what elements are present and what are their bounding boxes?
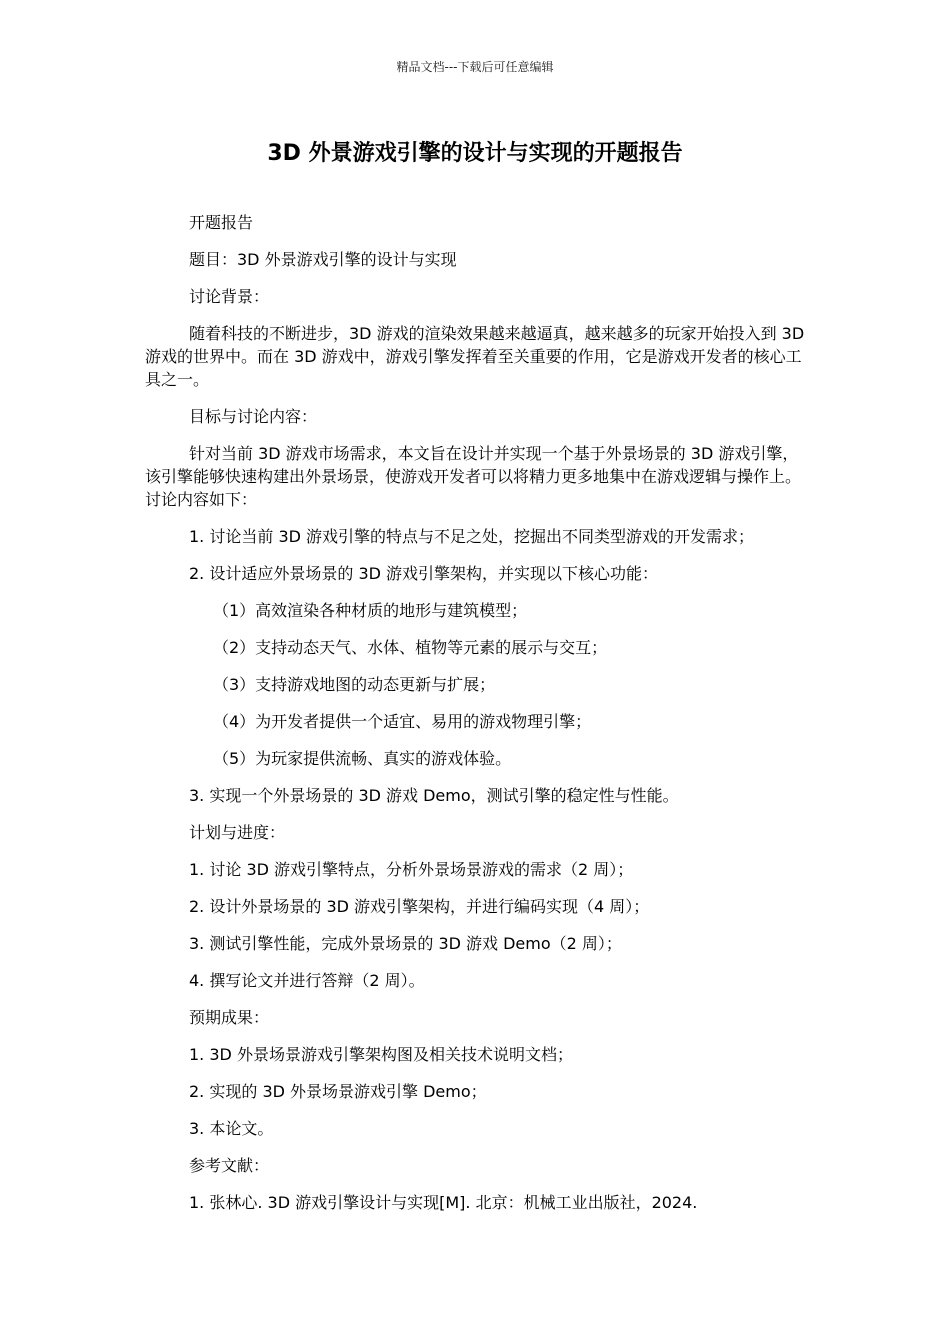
goals-sub-item: （5）为玩家提供流畅、真实的游戏体验。: [213, 749, 512, 768]
reference-item: 1. 张林心. 3D 游戏引擎设计与实现[M]. 北京：机械工业出版社，2024.: [189, 1193, 698, 1212]
results-item: 1. 3D 外景场景游戏引擎架构图及相关技术说明文档；: [189, 1045, 573, 1064]
results-item: 2. 实现的 3D 外景场景游戏引擎 Demo；: [189, 1082, 487, 1101]
goals-list-item: 2. 设计适应外景场景的 3D 游戏引擎架构，并实现以下核心功能：: [189, 564, 659, 583]
plan-item: 3. 测试引擎性能，完成外景场景的 3D 游戏 Demo（2 周）；: [189, 934, 622, 953]
goals-sub-item: （2）支持动态天气、水体、植物等元素的展示与交互；: [213, 638, 608, 657]
report-label: 开题报告: [189, 213, 254, 232]
goals-paragraph: 针对当前 3D 游戏市场需求，本文旨在设计并实现一个基于外景场景的 3D 游戏引擎，该引擎能够快速构建出外景场景，使游戏开发者可以将精力更多地集中在游戏逻辑与操作上。讨论内容如下：: [145, 444, 802, 509]
goals-list-item: 1. 讨论当前 3D 游戏引擎的特点与不足之处，挖掘出不同类型游戏的开发需求；: [189, 527, 755, 546]
plan-item: 4. 撰写论文并进行答辩（2 周）。: [189, 971, 425, 990]
topic-line: 题目：3D 外景游戏引擎的设计与实现: [189, 250, 457, 269]
goals-sub-item: （4）为开发者提供一个适宜、易用的游戏物理引擎；: [213, 712, 592, 731]
page-header: 精品文档---下载后可任意编辑: [396, 60, 554, 74]
goals-sub-item: （1）高效渲染各种材质的地形与建筑模型；: [213, 601, 528, 620]
document-title: 3D 外景游戏引擎的设计与实现的开题报告: [267, 141, 683, 166]
goals-list-item: 3. 实现一个外景场景的 3D 游戏 Demo，测试引擎的稳定性与性能。: [189, 786, 679, 805]
references-heading: 参考文献：: [189, 1156, 270, 1175]
results-heading: 预期成果：: [189, 1008, 270, 1027]
results-item: 3. 本论文。: [189, 1119, 274, 1138]
goals-sub-item: （3）支持游戏地图的动态更新与扩展；: [213, 675, 496, 694]
plan-item: 1. 讨论 3D 游戏引擎特点，分析外景场景游戏的需求（2 周）；: [189, 860, 634, 879]
background-heading: 讨论背景：: [189, 287, 270, 306]
document-body: [145, 211, 810, 1228]
goals-heading: 目标与讨论内容：: [189, 407, 318, 426]
plan-heading: 计划与进度：: [189, 823, 286, 842]
plan-item: 2. 设计外景场景的 3D 游戏引擎架构，并进行编码实现（4 周）；: [189, 897, 650, 916]
background-paragraph: 随着科技的不断进步，3D 游戏的渲染效果越来越逼真，越来越多的玩家开始投入到 3D 游戏的世界中。而在 3D 游戏中，游戏引擎发挥着至关重要的作用，它是游戏开发者的核心工具之一。: [145, 324, 805, 389]
